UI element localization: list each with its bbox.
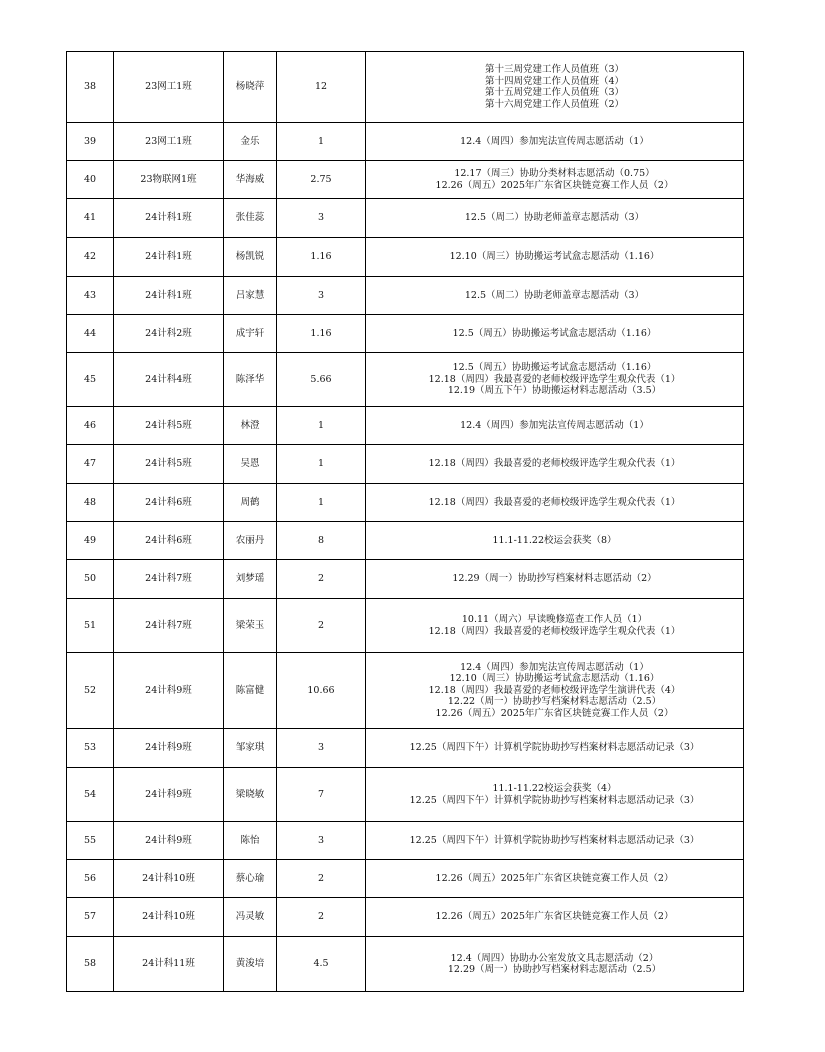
class-name: 24计科7班 xyxy=(114,599,224,653)
activity-cell xyxy=(366,599,744,653)
row-number: 39 xyxy=(67,123,114,161)
class-name: 24计科1班 xyxy=(114,277,224,315)
student-name: 林澄 xyxy=(224,407,277,445)
class-name: 24计科10班 xyxy=(114,860,224,898)
class-name: 24计科11班 xyxy=(114,937,224,992)
table-row xyxy=(67,860,744,898)
student-name: 金乐 xyxy=(224,123,277,161)
activity-line: 12.5（周二）协助老师盖章志愿活动（3） xyxy=(464,212,645,224)
activity-line: 12.4（周四）参加宪法宣传周志愿活动（1） xyxy=(460,419,649,431)
volunteer-hours: 2 xyxy=(277,560,366,599)
activity-line: 12.22（周一）协助抄写档案材料志愿活动（2.5） xyxy=(447,696,662,708)
student-name: 梁晓敏 xyxy=(224,768,277,822)
class-name: 24计科9班 xyxy=(114,768,224,822)
table-row xyxy=(67,768,744,822)
activity-line: 11.1-11.22校运会获奖（4） xyxy=(492,783,617,794)
activity-line: 12.5（周五）协助搬运考试盒志愿活动（1.16） xyxy=(452,327,657,339)
class-name: 24计科7班 xyxy=(114,560,224,599)
activity-line: 10.11（周六）早读晚修巡查工作人员（1） xyxy=(461,614,648,625)
activity-line: 12.18（周四）我最喜爱的老师校级评选学生观众代表（1） xyxy=(428,625,681,637)
activity-line: 12.10（周三）协助搬运考试盒志愿活动（1.16） xyxy=(449,251,660,263)
activity-cell xyxy=(366,199,744,238)
class-name: 24计科9班 xyxy=(114,729,224,768)
activity-line: 第十四周党建工作人员值班（4） xyxy=(484,75,625,87)
student-name: 农丽丹 xyxy=(224,522,277,560)
activity-line: 12.29（周一）协助抄写档案材料志愿活动（2） xyxy=(452,573,657,585)
activity-line: 12.25（周四下午）计算机学院协助抄写档案材料志愿活动记录（3） xyxy=(409,742,700,754)
student-name: 吴恩 xyxy=(224,445,277,484)
volunteer-hours: 3 xyxy=(277,822,366,860)
class-name: 24计科2班 xyxy=(114,315,224,353)
class-name: 24计科9班 xyxy=(114,653,224,729)
row-number: 46 xyxy=(67,407,114,445)
row-number: 43 xyxy=(67,277,114,315)
student-name: 吕家慧 xyxy=(224,277,277,315)
row-number: 38 xyxy=(67,52,114,123)
activity-cell xyxy=(366,860,744,898)
table-row xyxy=(67,123,744,161)
table-row xyxy=(67,560,744,599)
row-number: 49 xyxy=(67,522,114,560)
row-number: 52 xyxy=(67,653,114,729)
table-row xyxy=(67,522,744,560)
row-number: 47 xyxy=(67,445,114,484)
student-name: 蔡心瑜 xyxy=(224,860,277,898)
student-name: 杨晓萍 xyxy=(224,52,277,123)
student-name: 张佳蕊 xyxy=(224,199,277,238)
student-name: 黄浚培 xyxy=(224,937,277,992)
volunteer-hours: 2 xyxy=(277,898,366,937)
activity-line: 12.26（周五）2025年广东省区块链竞赛工作人员（2） xyxy=(435,872,674,884)
activity-line: 第十六周党建工作人员值班（2） xyxy=(484,98,625,110)
activity-line: 12.18（周四）我最喜爱的老师校级评选学生观众代表（1） xyxy=(428,373,681,385)
volunteer-hours-table xyxy=(66,51,744,992)
class-name: 24计科9班 xyxy=(114,822,224,860)
volunteer-hours: 7 xyxy=(277,768,366,822)
class-name: 24计科1班 xyxy=(114,238,224,277)
row-number: 48 xyxy=(67,484,114,522)
student-name: 陈富健 xyxy=(224,653,277,729)
activity-cell xyxy=(366,123,744,161)
student-name: 成宇轩 xyxy=(224,315,277,353)
activity-cell xyxy=(366,277,744,315)
activity-cell xyxy=(366,560,744,599)
volunteer-hours: 3 xyxy=(277,199,366,238)
table-row xyxy=(67,822,744,860)
activity-line: 12.25（周四下午）计算机学院协助抄写档案材料志愿活动记录（3） xyxy=(409,794,700,806)
table-row xyxy=(67,277,744,315)
student-name: 冯灵敏 xyxy=(224,898,277,937)
row-number: 51 xyxy=(67,599,114,653)
class-name: 24计科6班 xyxy=(114,484,224,522)
volunteer-hours: 2 xyxy=(277,860,366,898)
student-name: 邹家琪 xyxy=(224,729,277,768)
row-number: 58 xyxy=(67,937,114,992)
student-name: 梁荣玉 xyxy=(224,599,277,653)
activity-line: 12.10（周三）协助搬运考试盒志愿活动（1.16） xyxy=(449,673,660,685)
activity-line: 12.26（周五）2025年广东省区块链竞赛工作人员（2） xyxy=(435,179,674,191)
activity-cell xyxy=(366,445,744,484)
activity-line: 12.26（周五）2025年广东省区块链竞赛工作人员（2） xyxy=(435,707,674,719)
activity-cell xyxy=(366,522,744,560)
activity-line: 12.4（周四）协助办公室发放文具志愿活动（2） xyxy=(450,952,659,964)
activity-cell xyxy=(366,822,744,860)
row-number: 55 xyxy=(67,822,114,860)
activity-line: 11.1-11.22校运会获奖（8） xyxy=(492,534,617,546)
activity-cell xyxy=(366,238,744,277)
student-name: 陈怡 xyxy=(224,822,277,860)
row-number: 44 xyxy=(67,315,114,353)
volunteer-hours: 8 xyxy=(277,522,366,560)
class-name: 24计科6班 xyxy=(114,522,224,560)
class-name: 24计科10班 xyxy=(114,898,224,937)
table-row xyxy=(67,898,744,937)
class-name: 23网工1班 xyxy=(114,52,224,123)
activity-cell xyxy=(366,898,744,937)
table-body xyxy=(67,52,744,992)
activity-line: 12.25（周四下午）计算机学院协助抄写档案材料志愿活动记录（3） xyxy=(409,834,700,846)
activity-line: 12.5（周二）协助老师盖章志愿活动（3） xyxy=(464,289,645,301)
activity-cell xyxy=(366,407,744,445)
student-name: 华海威 xyxy=(224,161,277,199)
activity-cell xyxy=(366,937,744,992)
table-row xyxy=(67,161,744,199)
volunteer-hours: 3 xyxy=(277,277,366,315)
activity-line: 第十五周党建工作人员值班（3） xyxy=(484,87,625,98)
table-row xyxy=(67,407,744,445)
student-name: 陈泽华 xyxy=(224,353,277,407)
activity-cell xyxy=(366,353,744,407)
row-number: 53 xyxy=(67,729,114,768)
table-row xyxy=(67,199,744,238)
table-row xyxy=(67,653,744,729)
activity-cell xyxy=(366,52,744,123)
table-row xyxy=(67,238,744,277)
table-row xyxy=(67,445,744,484)
activity-cell xyxy=(366,768,744,822)
activity-line: 12.18（周四）我最喜爱的老师校级评选学生演讲代表（4） xyxy=(428,684,681,696)
volunteer-hours: 1.16 xyxy=(277,315,366,353)
activity-line: 12.4（周四）参加宪法宣传周志愿活动（1） xyxy=(460,661,649,673)
activity-line: 12.18（周四）我最喜爱的老师校级评选学生观众代表（1） xyxy=(428,496,681,508)
class-name: 24计科1班 xyxy=(114,199,224,238)
volunteer-hours: 2 xyxy=(277,599,366,653)
row-number: 56 xyxy=(67,860,114,898)
table-row xyxy=(67,937,744,992)
row-number: 42 xyxy=(67,238,114,277)
table-row xyxy=(67,599,744,653)
activity-line: 12.18（周四）我最喜爱的老师校级评选学生观众代表（1） xyxy=(428,458,681,470)
row-number: 40 xyxy=(67,161,114,199)
activity-line: 第十三周党建工作人员值班（3） xyxy=(484,64,625,75)
volunteer-hours: 1.16 xyxy=(277,238,366,277)
row-number: 54 xyxy=(67,768,114,822)
row-number: 41 xyxy=(67,199,114,238)
activity-line: 12.5（周五）协助搬运考试盒志愿活动（1.16） xyxy=(452,362,657,374)
activity-line: 12.26（周五）2025年广东省区块链竞赛工作人员（2） xyxy=(435,911,674,923)
table-row xyxy=(67,52,744,123)
table-row xyxy=(67,315,744,353)
activity-cell xyxy=(366,161,744,199)
class-name: 24计科5班 xyxy=(114,407,224,445)
row-number: 45 xyxy=(67,353,114,407)
volunteer-hours: 10.66 xyxy=(277,653,366,729)
class-name: 23物联网1班 xyxy=(114,161,224,199)
class-name: 23网工1班 xyxy=(114,123,224,161)
activity-line: 12.29（周一）协助抄写档案材料志愿活动（2.5） xyxy=(447,964,662,975)
student-name: 周鹤 xyxy=(224,484,277,522)
volunteer-hours: 1 xyxy=(277,407,366,445)
class-name: 24计科4班 xyxy=(114,353,224,407)
table-row xyxy=(67,484,744,522)
volunteer-hours: 4.5 xyxy=(277,937,366,992)
class-name: 24计科5班 xyxy=(114,445,224,484)
row-number: 50 xyxy=(67,560,114,599)
row-number: 57 xyxy=(67,898,114,937)
activity-cell xyxy=(366,484,744,522)
volunteer-hours: 3 xyxy=(277,729,366,768)
student-name: 杨凯锐 xyxy=(224,238,277,277)
activity-cell xyxy=(366,729,744,768)
volunteer-hours: 2.75 xyxy=(277,161,366,199)
volunteer-hours: 12 xyxy=(277,52,366,123)
volunteer-hours: 1 xyxy=(277,484,366,522)
table-row xyxy=(67,729,744,768)
volunteer-hours: 1 xyxy=(277,123,366,161)
activity-cell xyxy=(366,315,744,353)
student-name: 刘梦瑶 xyxy=(224,560,277,599)
volunteer-hours: 5.66 xyxy=(277,353,366,407)
table-row xyxy=(67,353,744,407)
volunteer-hours: 1 xyxy=(277,445,366,484)
activity-line: 12.4（周四）参加宪法宣传周志愿活动（1） xyxy=(460,135,649,147)
activity-line: 12.19（周五下午）协助搬运材料志愿活动（3.5） xyxy=(447,385,662,397)
activity-cell xyxy=(366,653,744,729)
activity-line: 12.17（周三）协助分类材料志愿活动（0.75） xyxy=(454,168,655,179)
